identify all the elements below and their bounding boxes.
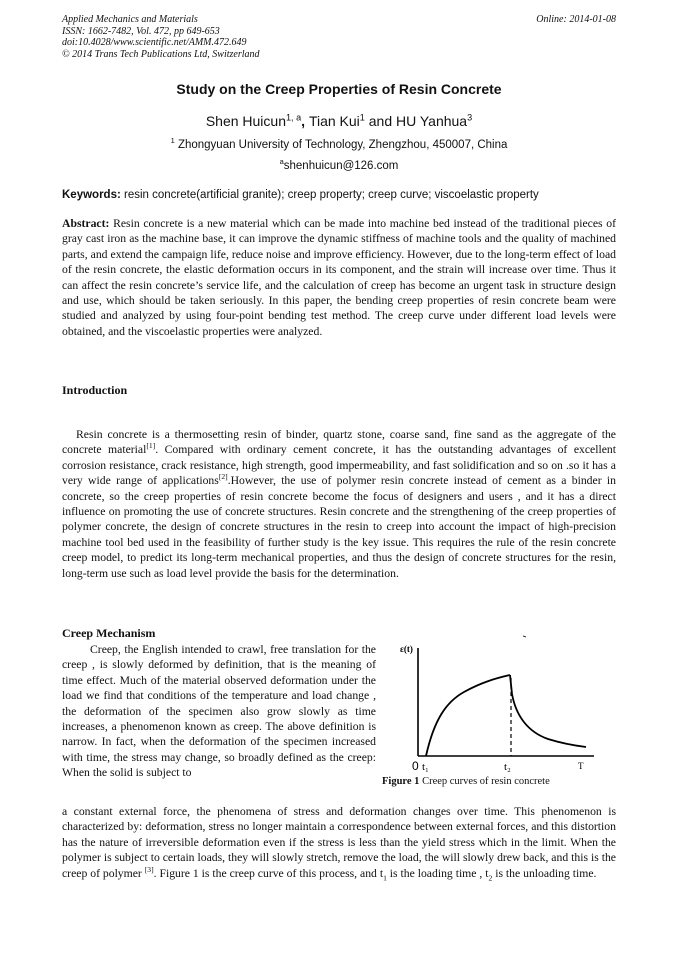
email-address[interactable]: shenhuicun@126.com xyxy=(283,160,399,172)
citation-ref[interactable]: [1] xyxy=(146,441,156,451)
stray-mark xyxy=(523,636,526,637)
citation-ref[interactable]: [2] xyxy=(218,472,228,482)
doi-line: doi:10.4028/www.scientific.net/AMM.472.649 xyxy=(62,37,247,48)
recovery-curve xyxy=(512,694,586,747)
keywords xyxy=(62,189,616,201)
author-separator: , xyxy=(301,113,309,129)
abstract xyxy=(62,216,616,339)
keywords-text: resin concrete(artificial granite); creep property; creep curve; viscoelastic property xyxy=(120,189,539,201)
creep-curve-figure xyxy=(382,630,622,775)
t1-label: t₁ xyxy=(422,761,429,773)
affiliation xyxy=(0,136,678,151)
creep-text: is the unloading time. xyxy=(492,866,597,880)
paper-title: Study on the Creep Properties of Resin Concrete xyxy=(176,81,502,97)
creep-text: a constant external force, the phenomena of stress and deformation changes over time. This phenomenon is characterized by: deformation, stress no longer maintain a correspondence between external forces, and this distortion has the nature of irreversible deformation even if the stress is less than the yield stress which in the limit. When the polymer is subject to certain loads, they will slowly stretch, remove the load, the will slowly drew back, and this is the creep of polymer xyxy=(62,805,616,880)
email-mark: a xyxy=(279,157,284,167)
author-separator: and xyxy=(364,113,396,129)
author-name: Shen Huicun xyxy=(205,113,286,129)
issn-line: ISSN: 1662-7482, Vol. 472, pp 649-653 xyxy=(62,25,220,37)
citation-ref[interactable]: [3] xyxy=(144,864,154,874)
author-affiliation-mark: 1, a xyxy=(286,112,302,123)
x-axis-label: T xyxy=(578,761,584,771)
author-affiliation-mark: 1 xyxy=(359,112,365,123)
caption-text: Creep curves of resin concrete xyxy=(419,776,550,787)
journal-name: Applied Mechanics and Materials xyxy=(62,14,198,25)
affiliation-mark: 1 xyxy=(170,136,175,146)
subscript: 2 xyxy=(488,872,493,882)
origin-label: 0 xyxy=(412,759,419,773)
introduction-paragraph xyxy=(62,427,616,581)
loading-curve xyxy=(426,675,510,756)
intro-text: Resin concrete is a thermosetting resin of binder, quartz stone, coarse sand, fine sand as the aggregate of the concrete material xyxy=(62,428,616,457)
y-axis-label: ε(t) xyxy=(400,644,413,654)
author-name: HU Yanhua xyxy=(396,113,468,129)
abstract-label: Abstract: xyxy=(62,217,110,230)
keywords-label: Keywords: xyxy=(62,189,121,201)
copyright-line: © 2014 Trans Tech Publications Ltd, Switzerland xyxy=(62,48,260,60)
author-affiliation-mark: 3 xyxy=(467,112,473,123)
affiliation-text: Zhongyuan University of Technology, Zhengzhou, 450007, China xyxy=(174,139,508,151)
abstract-text: Resin concrete is a new material which can be made into machine bed instead of the traditional pieces of gray cast iron as the machine base, it can improve the dynamic stiffness of machine tools and the quality of machined parts, and extend the campaign life, reduce noise and improve efficiency. However, due to the long-term effect of load of the resin concrete, the elastic deformation occurs in its component, and the strain will increase over time. Thus it can affect the resin concrete’s service life, and the calculation of creep has become an urgent task in structure design and use, which should be taken seriously. In this paper, the bending creep properties of resin concrete beam were studied and analyzed by using four-point bending test method. The creep curve under different load levels were obtained, and the viscoelastic properties were analyzed. xyxy=(62,217,616,338)
subscript: 1 xyxy=(383,872,387,882)
creep-text: is the loading time , t xyxy=(386,866,489,880)
t2-label: t₂ xyxy=(504,761,511,773)
intro-text: . Compared with ordinary cement concrete, it has the outstanding advantages of excellent corrosion resistance, crack resistance, high strength, good impermeability, and fast solidification and so on .so it has a very wide range of applications xyxy=(62,443,616,488)
intro-text: .However, the use of polymer resin concrete instead of cement as a binder in concrete, so the creep properties of resin concrete become the focus of designers and users , and it has a direct influence on promoting the use of concrete structures. Resin concrete and the strengthening of the creep properties of polymer concrete, the design of concrete structures in the resin to creep into account the impact of high-precision machine tool bed used in the feasibility of further study is the key issue. This requires the rule of the resin concrete creep model, to predict its long-term mechanical properties, and thus the design of concrete structures for the resin, long-term use such as load level provide the basis for the determination. xyxy=(62,474,616,580)
introduction-heading: Introduction xyxy=(62,383,128,397)
online-date: Online: 2014-01-08 xyxy=(536,14,616,25)
journal-header xyxy=(62,14,260,60)
author-email xyxy=(0,157,678,172)
creep-text: . Figure 1 is the creep curve of this process, and t xyxy=(153,866,384,880)
creep-paragraph-column: Creep, the English intended to crawl, free translation for the creep , is slowly deformed by definition, that is the meaning of time effect. Much of the material observed deformation under the load we find that conditions of the temperature and load change , the deformation of the specimen also grow slowly as time increases, a phenomenon known as creep. The above definition is narrow. In fact, when the deformation of the specimen increased with time, the stress may change, so broadly defined as the creep: When the solid is subject to xyxy=(62,643,376,780)
author-name: Tian Kui xyxy=(308,113,360,129)
unloading-drop xyxy=(510,675,512,694)
figure-caption xyxy=(382,776,550,787)
caption-label: Figure 1 xyxy=(382,776,420,787)
creep-paragraph-continued xyxy=(62,804,616,881)
author-list xyxy=(0,113,678,129)
creep-mechanism-heading: Creep Mechanism xyxy=(62,626,156,640)
